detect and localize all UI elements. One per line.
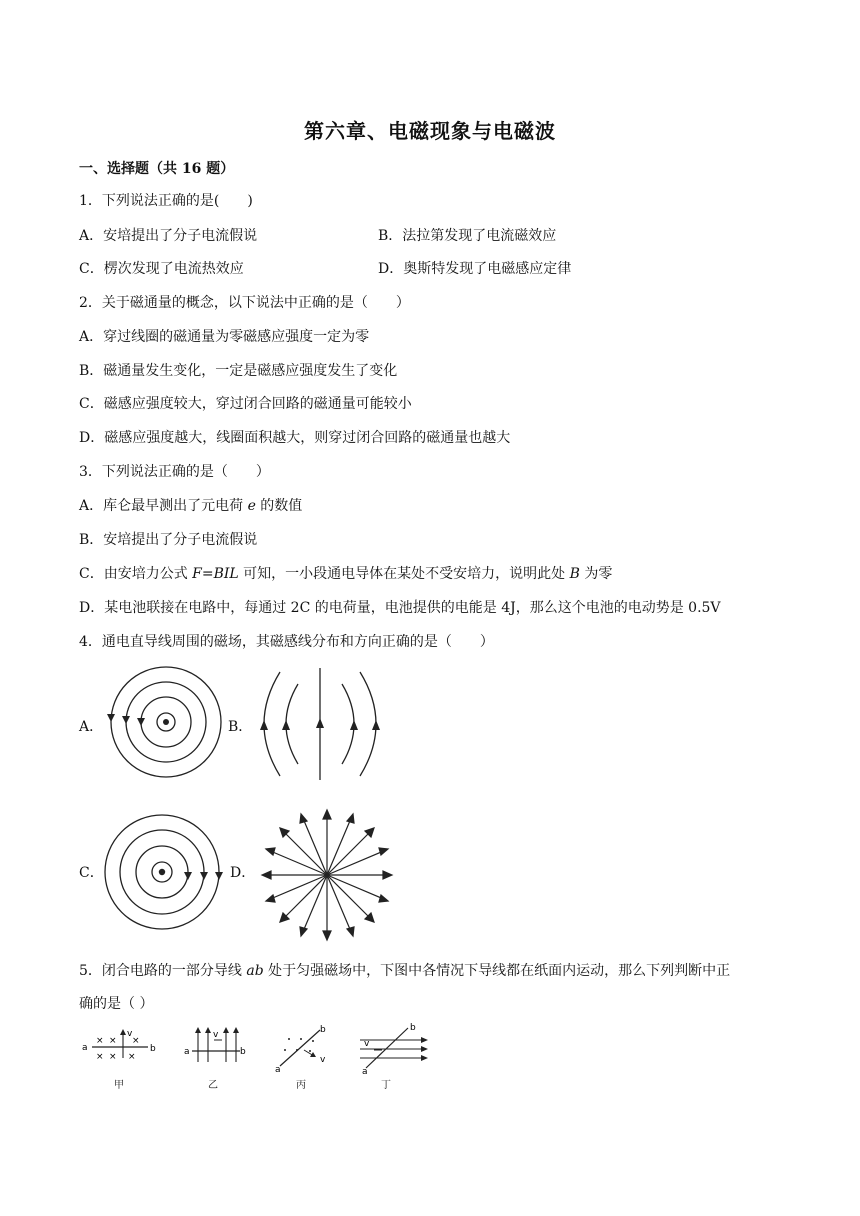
q2-stem: 2．关于磁通量的概念，以下说法中正确的是（ ） [79, 295, 410, 311]
svg-text:×: × [132, 1036, 140, 1046]
q4-label-c: C． [79, 865, 104, 881]
q5-yi-label-v: v [213, 1030, 219, 1040]
q4-figure-d [262, 810, 392, 940]
q5-figure-ding [354, 1023, 434, 1077]
q2-option-c: C．磁感应强度较大，穿过闭合回路的磁通量可能较小 [79, 396, 412, 412]
section-heading: 一、选择题（共 16 题） [79, 161, 235, 177]
q5-yi-label-b: b [240, 1047, 246, 1057]
q5-jia-label-a: a [82, 1043, 88, 1053]
q2-option-d: D．磁感应强度越大，线圈面积越大，则穿过闭合回路的磁通量也越大 [79, 430, 511, 446]
q5-bing-label-a: a [275, 1065, 281, 1075]
q1-option-c: C．楞次发现了电流热效应 [79, 261, 244, 277]
q5-ding-label-a: a [362, 1067, 368, 1077]
q1-option-a: A．安培提出了分子电流假说 [79, 228, 258, 244]
q3-stem: 3．下列说法正确的是（ ） [79, 464, 270, 480]
q5-jia-label-b: b [150, 1044, 156, 1054]
q1-option-b: B．法拉第发现了电流磁效应 [378, 228, 557, 244]
q5-stem-line1: 5．闭合电路的一部分导线 ab 处于匀强磁场中，下图中各情况下导线都在纸面内运动，那么下列判断中正 [79, 963, 731, 979]
q4-label-a: A． [79, 719, 104, 735]
svg-text:×: × [109, 1052, 117, 1062]
q5-caption-ding: 丁 [381, 1080, 391, 1091]
q3-option-c: C．由安培力公式 F=BIL 可知，一小段通电导体在某处不受安培力，说明此处 B 为零 [79, 566, 613, 582]
q4-label-b: B． [228, 719, 253, 735]
q2-option-a: A．穿过线圈的磁通量为零磁感应强度一定为零 [79, 329, 370, 345]
q3-option-d: D．某电池联接在电路中，每通过 2C 的电荷量，电池提供的电能是 4J，那么这个电池的电动势是 0.5V [79, 600, 721, 616]
q5-figure-jia [82, 1028, 162, 1064]
q3-option-a: A．库仑最早测出了元电荷 e 的数值 [79, 498, 303, 514]
q4-stem: 4．通电直导线周围的磁场，其磁感线分布和方向正确的是（ ） [79, 634, 494, 650]
svg-text:×: × [109, 1036, 117, 1046]
q5-caption-yi: 乙 [208, 1080, 218, 1091]
q5-figure-yi [182, 1024, 246, 1064]
q5-stem-line2: 确的是（ ） [79, 996, 154, 1012]
svg-text:×: × [96, 1036, 104, 1046]
q5-caption-bing: 丙 [296, 1080, 306, 1091]
q5-yi-label-a: a [184, 1047, 190, 1057]
q5-caption-jia: 甲 [114, 1080, 124, 1091]
q2-option-b: B．磁通量发生变化，一定是磁感应强度发生了变化 [79, 363, 398, 379]
q4-figure-b [252, 668, 388, 780]
svg-text:×: × [128, 1052, 136, 1062]
page-title: 第六章、电磁现象与电磁波 [304, 119, 556, 143]
q5-jia-label-v: v [127, 1029, 133, 1039]
q4-figure-a [110, 666, 226, 782]
q5-bing-label-v: v [320, 1055, 326, 1065]
q1-stem: 1．下列说法正确的是( ) [79, 193, 253, 209]
q5-figure-bing [272, 1024, 334, 1075]
q1-option-d: D．奥斯特发现了电磁感应定律 [378, 261, 572, 277]
q4-label-d: D． [230, 865, 256, 881]
q5-ding-label-b: b [410, 1023, 416, 1033]
q5-ding-label-v: v [364, 1039, 370, 1049]
q3-option-b: B．安培提出了分子电流假说 [79, 532, 258, 548]
q5-bing-label-b: b [320, 1025, 326, 1035]
svg-text:×: × [96, 1052, 104, 1062]
q4-figure-c [104, 814, 220, 930]
